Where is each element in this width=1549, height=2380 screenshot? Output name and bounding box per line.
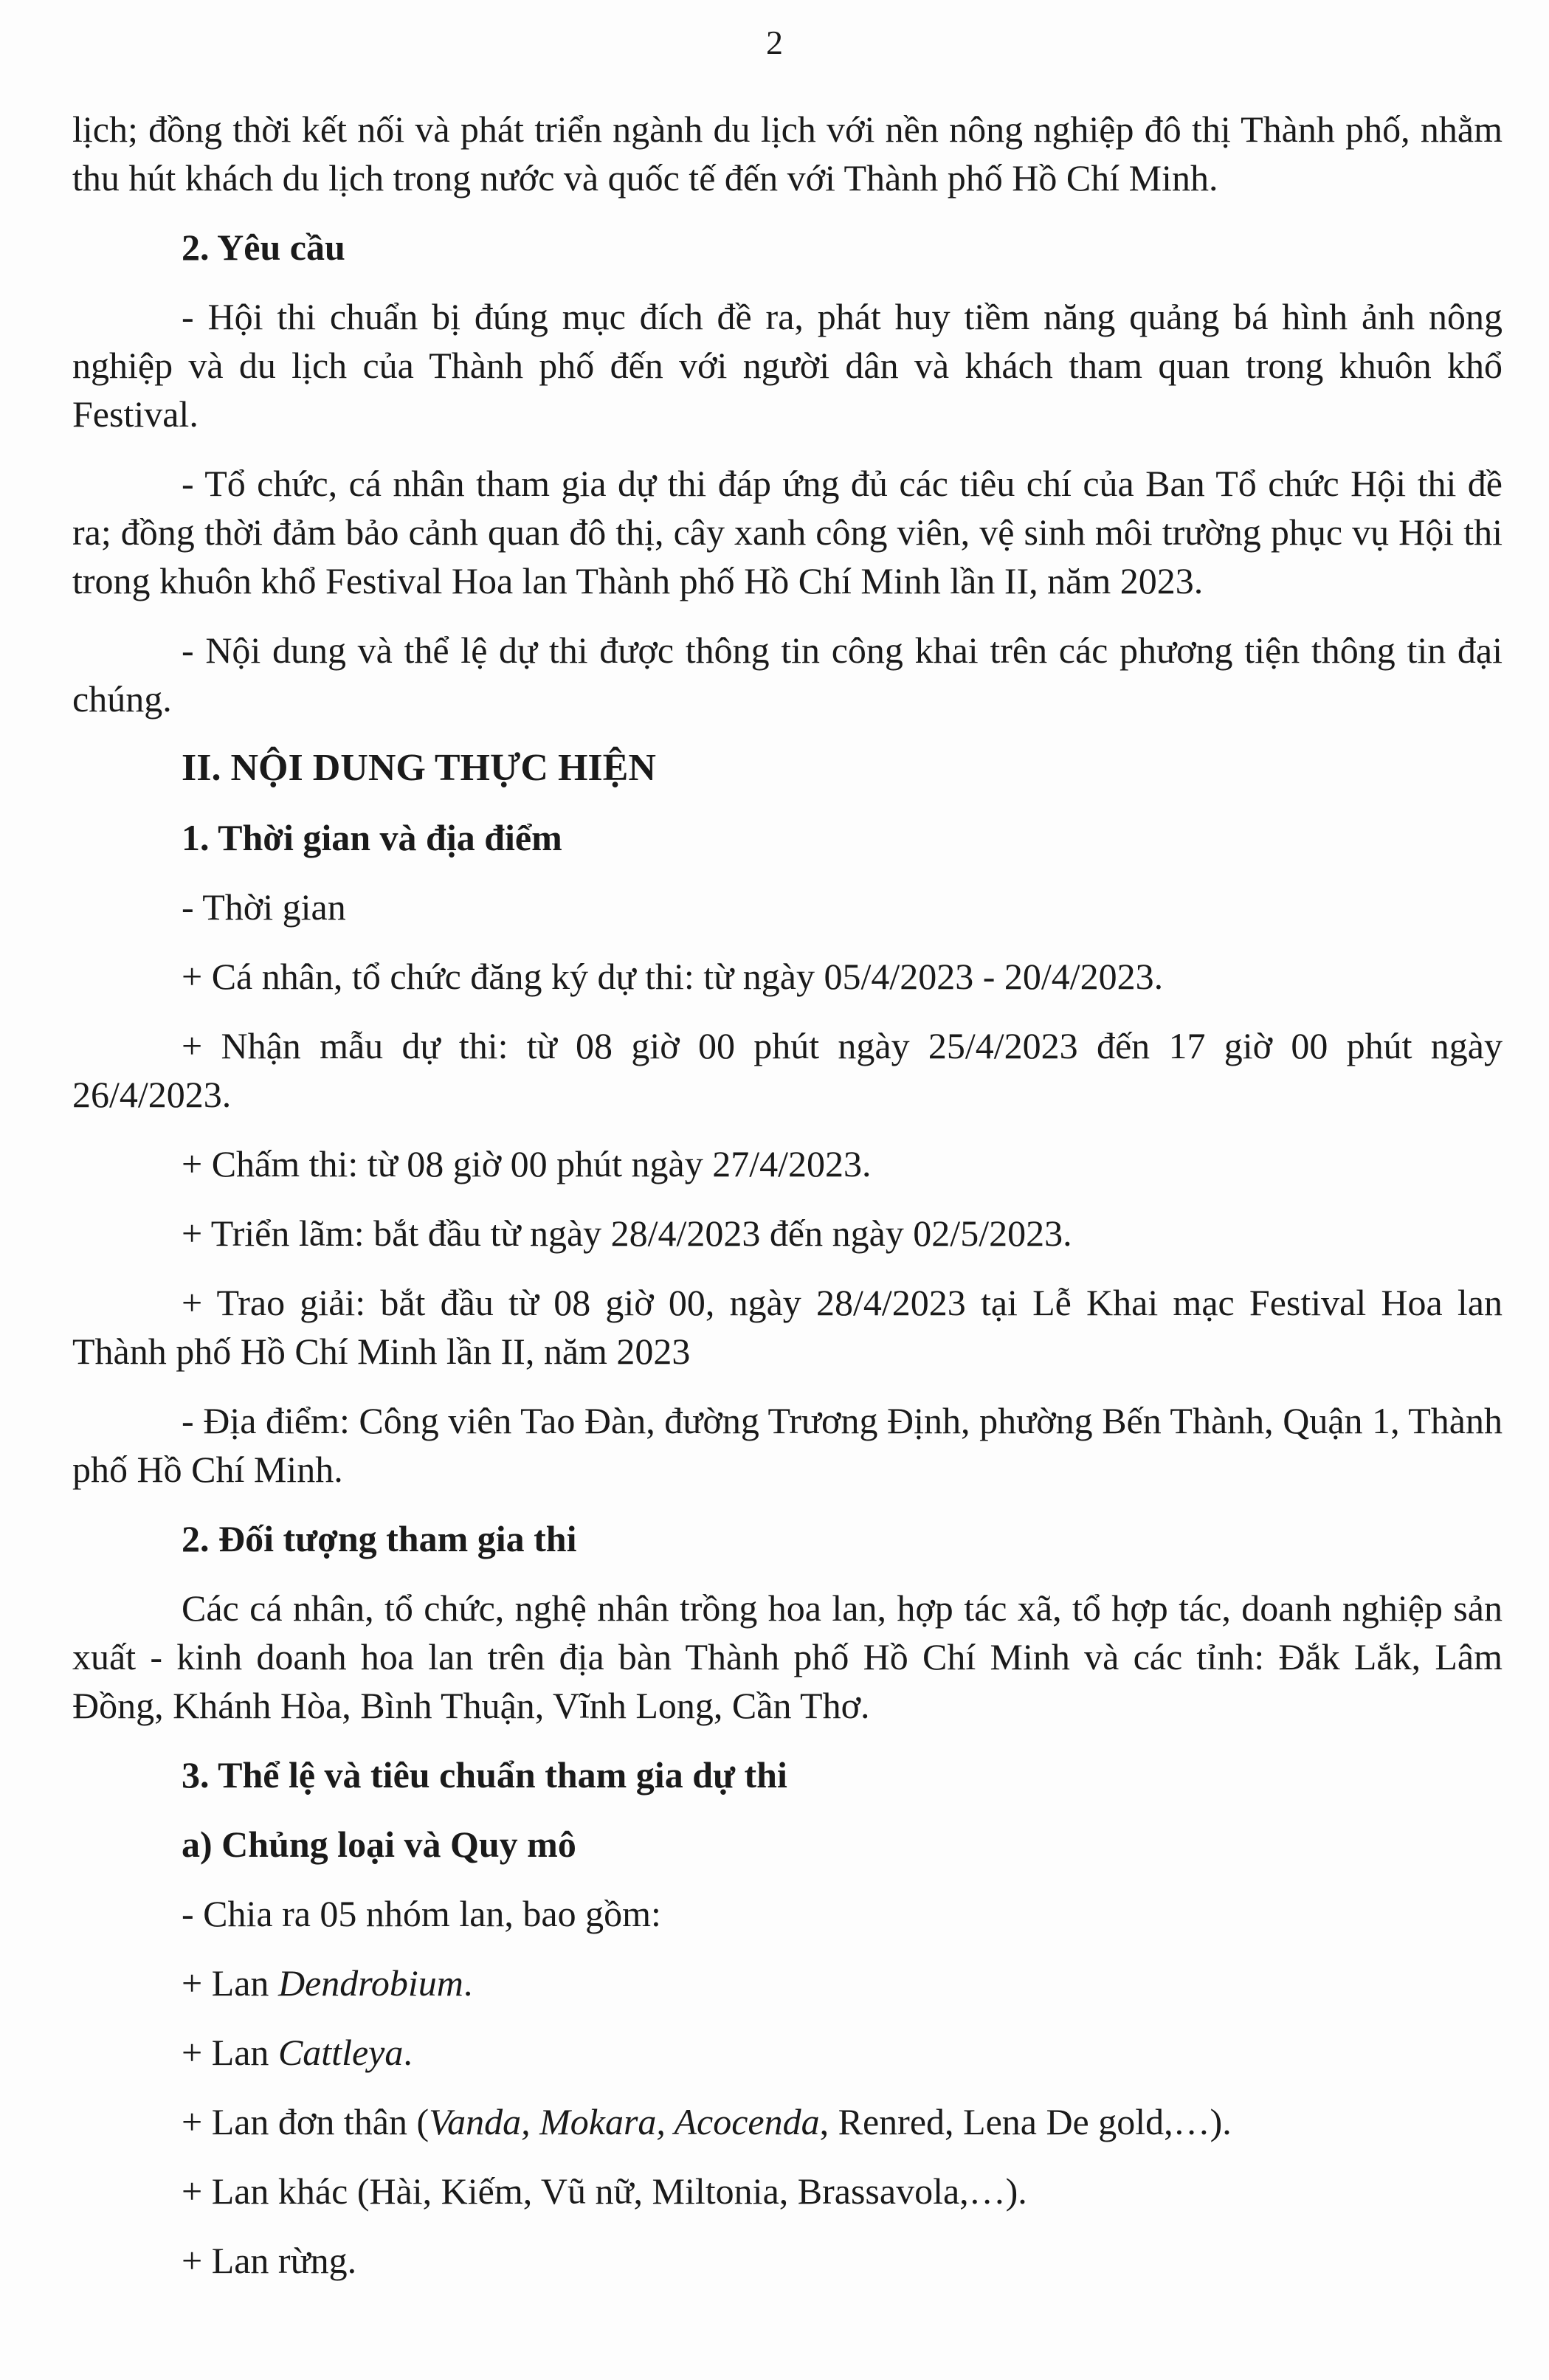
orchid-name-italic: Vanda, Mokara, Acocenda (429, 2101, 820, 2142)
heading-yeu-cau: 2. Yêu cầu (182, 227, 345, 268)
orchid-group-khac: + Lan khác (Hài, Kiếm, Vũ nữ, Miltonia, Brassavola,…). (182, 2170, 1027, 2212)
heading-thoi-gian-dia-diem: 1. Thời gian và địa điểm (182, 817, 562, 858)
orchid-group-suffix: , Renred, Lena De gold,…). (819, 2101, 1232, 2142)
paragraph-doi-tuong: Các cá nhân, tổ chức, nghệ nhân trồng hoa lan, hợp tác xã, tổ hợp tác, doanh nghiệp sản xuất - kinh doanh hoa lan trên địa bàn Thành phố Hồ Chí Minh và các tỉnh: Đắk Lắk, Lâm Đồng, Khánh Hòa, Bình Thuận, Vĩnh Long, Cần Thơ. (72, 1587, 1503, 1726)
paragraph-intro-continuation: lịch; đồng thời kết nối và phát triển ngành du lịch với nền nông nghiệp đô thị Thành phố, nhằm thu hút khách du lịch trong nước và quốc tế đến với Thành phố Hồ Chí Minh. (72, 108, 1503, 199)
time-item-receive-samples: + Nhận mẫu dự thi: từ 08 giờ 00 phút ngày 25/4/2023 đến 17 giờ 00 phút ngày 26/4/2023. (72, 1025, 1503, 1115)
orchid-group-prefix: + Lan (182, 1962, 278, 2004)
orchid-group-suffix: . (463, 1962, 473, 2004)
orchid-group-prefix: + Lan đơn thân ( (182, 2101, 429, 2142)
heading-noi-dung-thuc-hien: II. NỘI DUNG THỰC HIỆN (182, 747, 656, 789)
time-item-registration: + Cá nhân, tổ chức đăng ký dự thi: từ ngày 05/4/2023 - 20/4/2023. (182, 956, 1164, 997)
paragraph-chia-ra: - Chia ra 05 nhóm lan, bao gồm: (182, 1893, 661, 1934)
heading-the-le: 3. Thể lệ và tiêu chuẩn tham gia dự thi (182, 1754, 787, 1796)
document-body (72, 105, 1503, 2305)
orchid-name-italic: Dendrobium (277, 1962, 463, 2004)
label-thoi-gian: - Thời gian (182, 886, 346, 928)
time-item-judging: + Chấm thi: từ 08 giờ 00 phút ngày 27/4/2023. (182, 1143, 872, 1184)
time-item-exhibition: + Triển lãm: bắt đầu từ ngày 28/4/2023 đến ngày 02/5/2023. (182, 1213, 1072, 1254)
paragraph-requirement-1: - Hội thi chuẩn bị đúng mục đích đề ra, phát huy tiềm năng quảng bá hình ảnh nông nghiệp và du lịch của Thành phố đến với người dân và khách tham quan trong khuôn khổ Festival. (72, 296, 1503, 435)
page-number: 2 (766, 24, 783, 61)
heading-chung-loai: a) Chủng loại và Quy mô (182, 1824, 576, 1865)
heading-doi-tuong: 2. Đối tượng tham gia thi (182, 1518, 577, 1559)
orchid-group-suffix: . (403, 2032, 413, 2073)
orchid-group-prefix: + Lan (182, 2032, 278, 2073)
orchid-name-italic: Cattleya (277, 2032, 404, 2073)
time-item-award: + Trao giải: bắt đầu từ 08 giờ 00, ngày 28/4/2023 tại Lễ Khai mạc Festival Hoa lan Thành phố Hồ Chí Minh lần II, năm 2023 (72, 1282, 1503, 1372)
paragraph-requirement-2: - Tổ chức, cá nhân tham gia dự thi đáp ứng đủ các tiêu chí của Ban Tổ chức Hội thi đề ra; đồng thời đảm bảo cảnh quan đô thị, cây xanh công viên, vệ sinh môi trường phục vụ Hội thi trong khuôn khổ Festival Hoa lan Thành phố Hồ Chí Minh lần II, năm 2023. (72, 463, 1503, 601)
paragraph-dia-diem: - Địa điểm: Công viên Tao Đàn, đường Trương Định, phường Bến Thành, Quận 1, Thành phố Hồ Chí Minh. (72, 1400, 1503, 1490)
orchid-group-rung: + Lan rừng. (182, 2240, 357, 2281)
orchid-group-cattleya (72, 2028, 1503, 2077)
orchid-group-dendrobium (72, 1959, 1503, 2007)
orchid-group-don-than (72, 2097, 1503, 2146)
paragraph-requirement-3: - Nội dung và thể lệ dự thi được thông tin công khai trên các phương tiện thông tin đại chúng. (72, 630, 1503, 720)
